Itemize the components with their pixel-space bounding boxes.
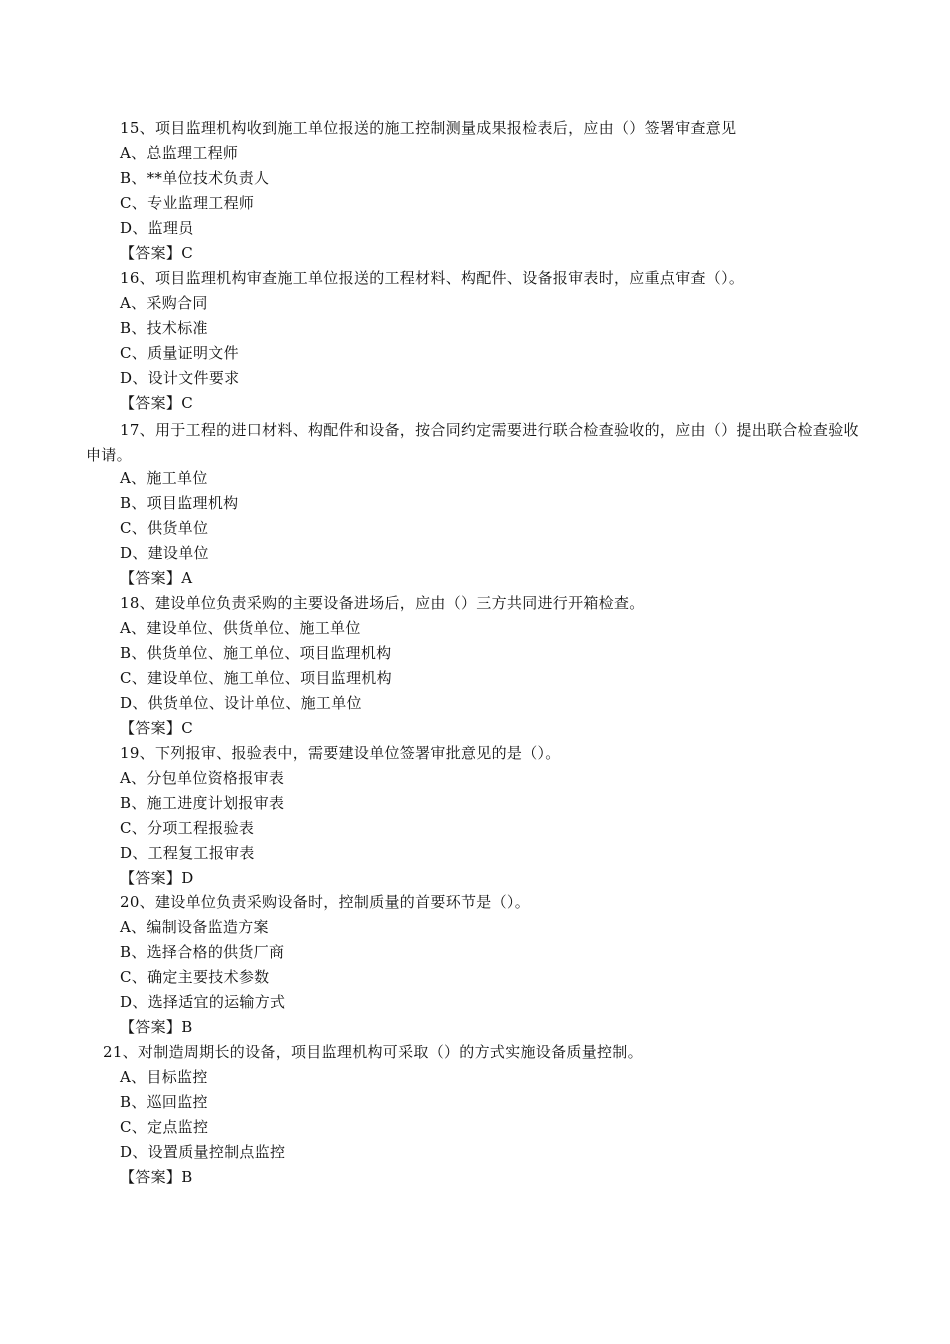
question-15-answer: 【答案】C	[120, 244, 193, 262]
question-16-option-a: A、采购合同	[120, 294, 208, 312]
question-18-option-a: A、建设单位、供货单位、施工单位	[120, 619, 361, 637]
question-21-answer: 【答案】B	[120, 1168, 193, 1186]
question-18-option-b: B、供货单位、施工单位、项目监理机构	[120, 644, 392, 662]
question-17-answer: 【答案】A	[120, 569, 193, 587]
question-16-option-b: B、技术标准	[120, 319, 208, 337]
question-20-option-b: B、选择合格的供货厂商	[120, 943, 285, 961]
question-15-option-a: A、总监理工程师	[120, 144, 239, 162]
question-19-option-b: B、施工进度计划报审表	[120, 794, 285, 812]
question-20-stem: 20、建设单位负责采购设备时，控制质量的首要环节是（）。	[120, 893, 530, 911]
question-17-option-c: C、供货单位	[120, 519, 209, 537]
question-15-option-b: B、**单位技术负责人	[120, 169, 270, 187]
question-21-stem: 21、对制造周期长的设备，项目监理机构可采取（）的方式实施设备质量控制。	[103, 1043, 643, 1061]
question-18-option-c: C、建设单位、施工单位、项目监理机构	[120, 669, 392, 687]
question-15-option-d: D、监理员	[120, 219, 194, 237]
question-21-option-d: D、设置质量控制点监控	[120, 1143, 286, 1161]
question-21-option-a: A、目标监控	[120, 1068, 208, 1086]
question-19-stem: 19、下列报审、报验表中，需要建设单位签署审批意见的是（）。	[120, 744, 561, 762]
question-21-option-b: B、巡回监控	[120, 1093, 208, 1111]
question-21-option-c: C、定点监控	[120, 1118, 209, 1136]
question-20-option-d: D、选择适宜的运输方式	[120, 993, 286, 1011]
question-16-option-c: C、质量证明文件	[120, 344, 239, 362]
question-16-answer: 【答案】C	[120, 394, 193, 412]
question-16-option-d: D、设计文件要求	[120, 369, 240, 387]
question-20-option-c: C、确定主要技术参数	[120, 968, 270, 986]
question-17-stem: 17、用于工程的进口材料、构配件和设备，按合同约定需要进行联合检查验收的，应由（）提出联合检查验收申请。	[86, 421, 859, 464]
question-15-option-c: C、专业监理工程师	[120, 194, 255, 212]
question-19-answer: 【答案】D	[120, 869, 194, 887]
question-19-option-c: C、分项工程报验表	[120, 819, 255, 837]
question-20-option-a: A、编制设备监造方案	[120, 918, 269, 936]
question-18-option-d: D、供货单位、设计单位、施工单位	[120, 694, 362, 712]
question-17-option-d: D、建设单位	[120, 544, 209, 562]
question-20-answer: 【答案】B	[120, 1018, 193, 1036]
question-17-option-a: A、施工单位	[120, 469, 208, 487]
question-15-stem: 15、项目监理机构收到施工单位报送的施工控制测量成果报检表后，应由（）签署审查意见	[120, 119, 737, 137]
question-17-option-b: B、项目监理机构	[120, 494, 239, 512]
question-19-option-d: D、工程复工报审表	[120, 844, 255, 862]
question-16-stem: 16、项目监理机构审查施工单位报送的工程材料、构配件、设备报审表时，应重点审查（）。	[120, 269, 745, 287]
question-18-stem: 18、建设单位负责采购的主要设备进场后，应由（）三方共同进行开箱检查。	[120, 594, 645, 612]
question-19-option-a: A、分包单位资格报审表	[120, 769, 285, 787]
question-18-answer: 【答案】C	[120, 719, 193, 737]
